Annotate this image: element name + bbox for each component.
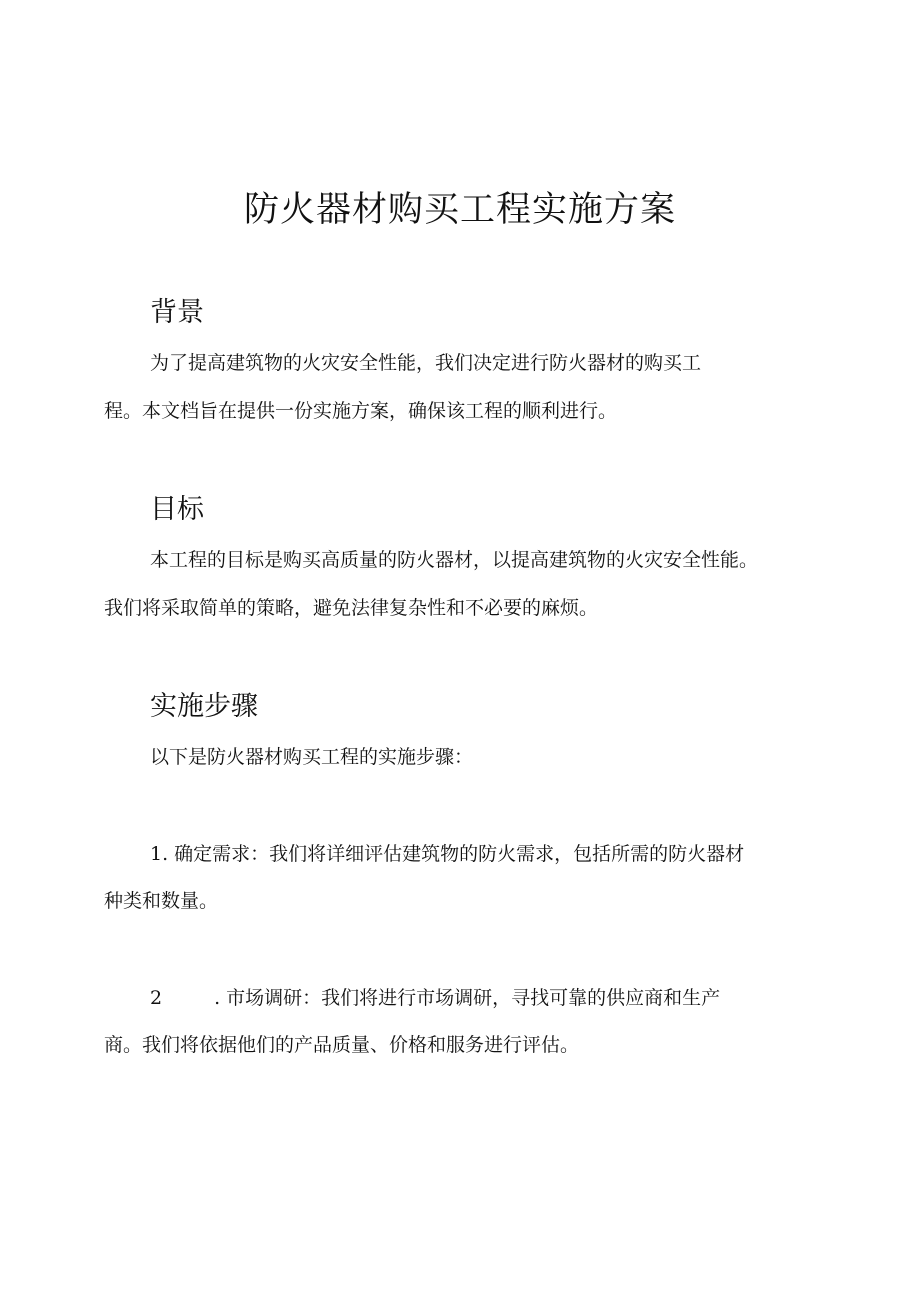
step-1-line-1: 1. 确定需求：我们将详细评估建筑物的防火需求，包括所需的防火器材 <box>150 843 745 865</box>
goals-paragraph-line-2: 我们将采取简单的策略，避免法律复杂性和不必要的麻烦。 <box>104 597 599 619</box>
steps-intro-line: 以下是防火器材购买工程的实施步骤： <box>150 746 474 768</box>
step-2-line-1-text: . 市场调研：我们将进行市场调研，寻找可靠的供应商和生产 <box>214 987 721 1009</box>
section-heading-goals: 目标 <box>150 494 204 525</box>
step-2-line-2: 商。我们将依据他们的产品质量、价格和服务进行评估。 <box>104 1034 580 1056</box>
step-2-line-1 <box>150 984 720 1012</box>
document-title: 防火器材购买工程实施方案 <box>243 190 676 230</box>
background-paragraph-line-1: 为了提高建筑物的火灾安全性能，我们决定进行防火器材的购买工 <box>150 352 702 374</box>
background-paragraph-line-2: 程。本文档旨在提供一份实施方案，确保该工程的顺利进行。 <box>104 400 618 422</box>
step-1-line-2: 种类和数量。 <box>104 890 219 912</box>
section-heading-background: 背景 <box>150 297 204 328</box>
step-2-number: 2 <box>150 987 163 1009</box>
goals-paragraph-line-1: 本工程的目标是购买高质量的防火器材，以提高建筑物的火灾安全性能。 <box>150 549 759 571</box>
section-heading-steps: 实施步骤 <box>150 691 258 722</box>
